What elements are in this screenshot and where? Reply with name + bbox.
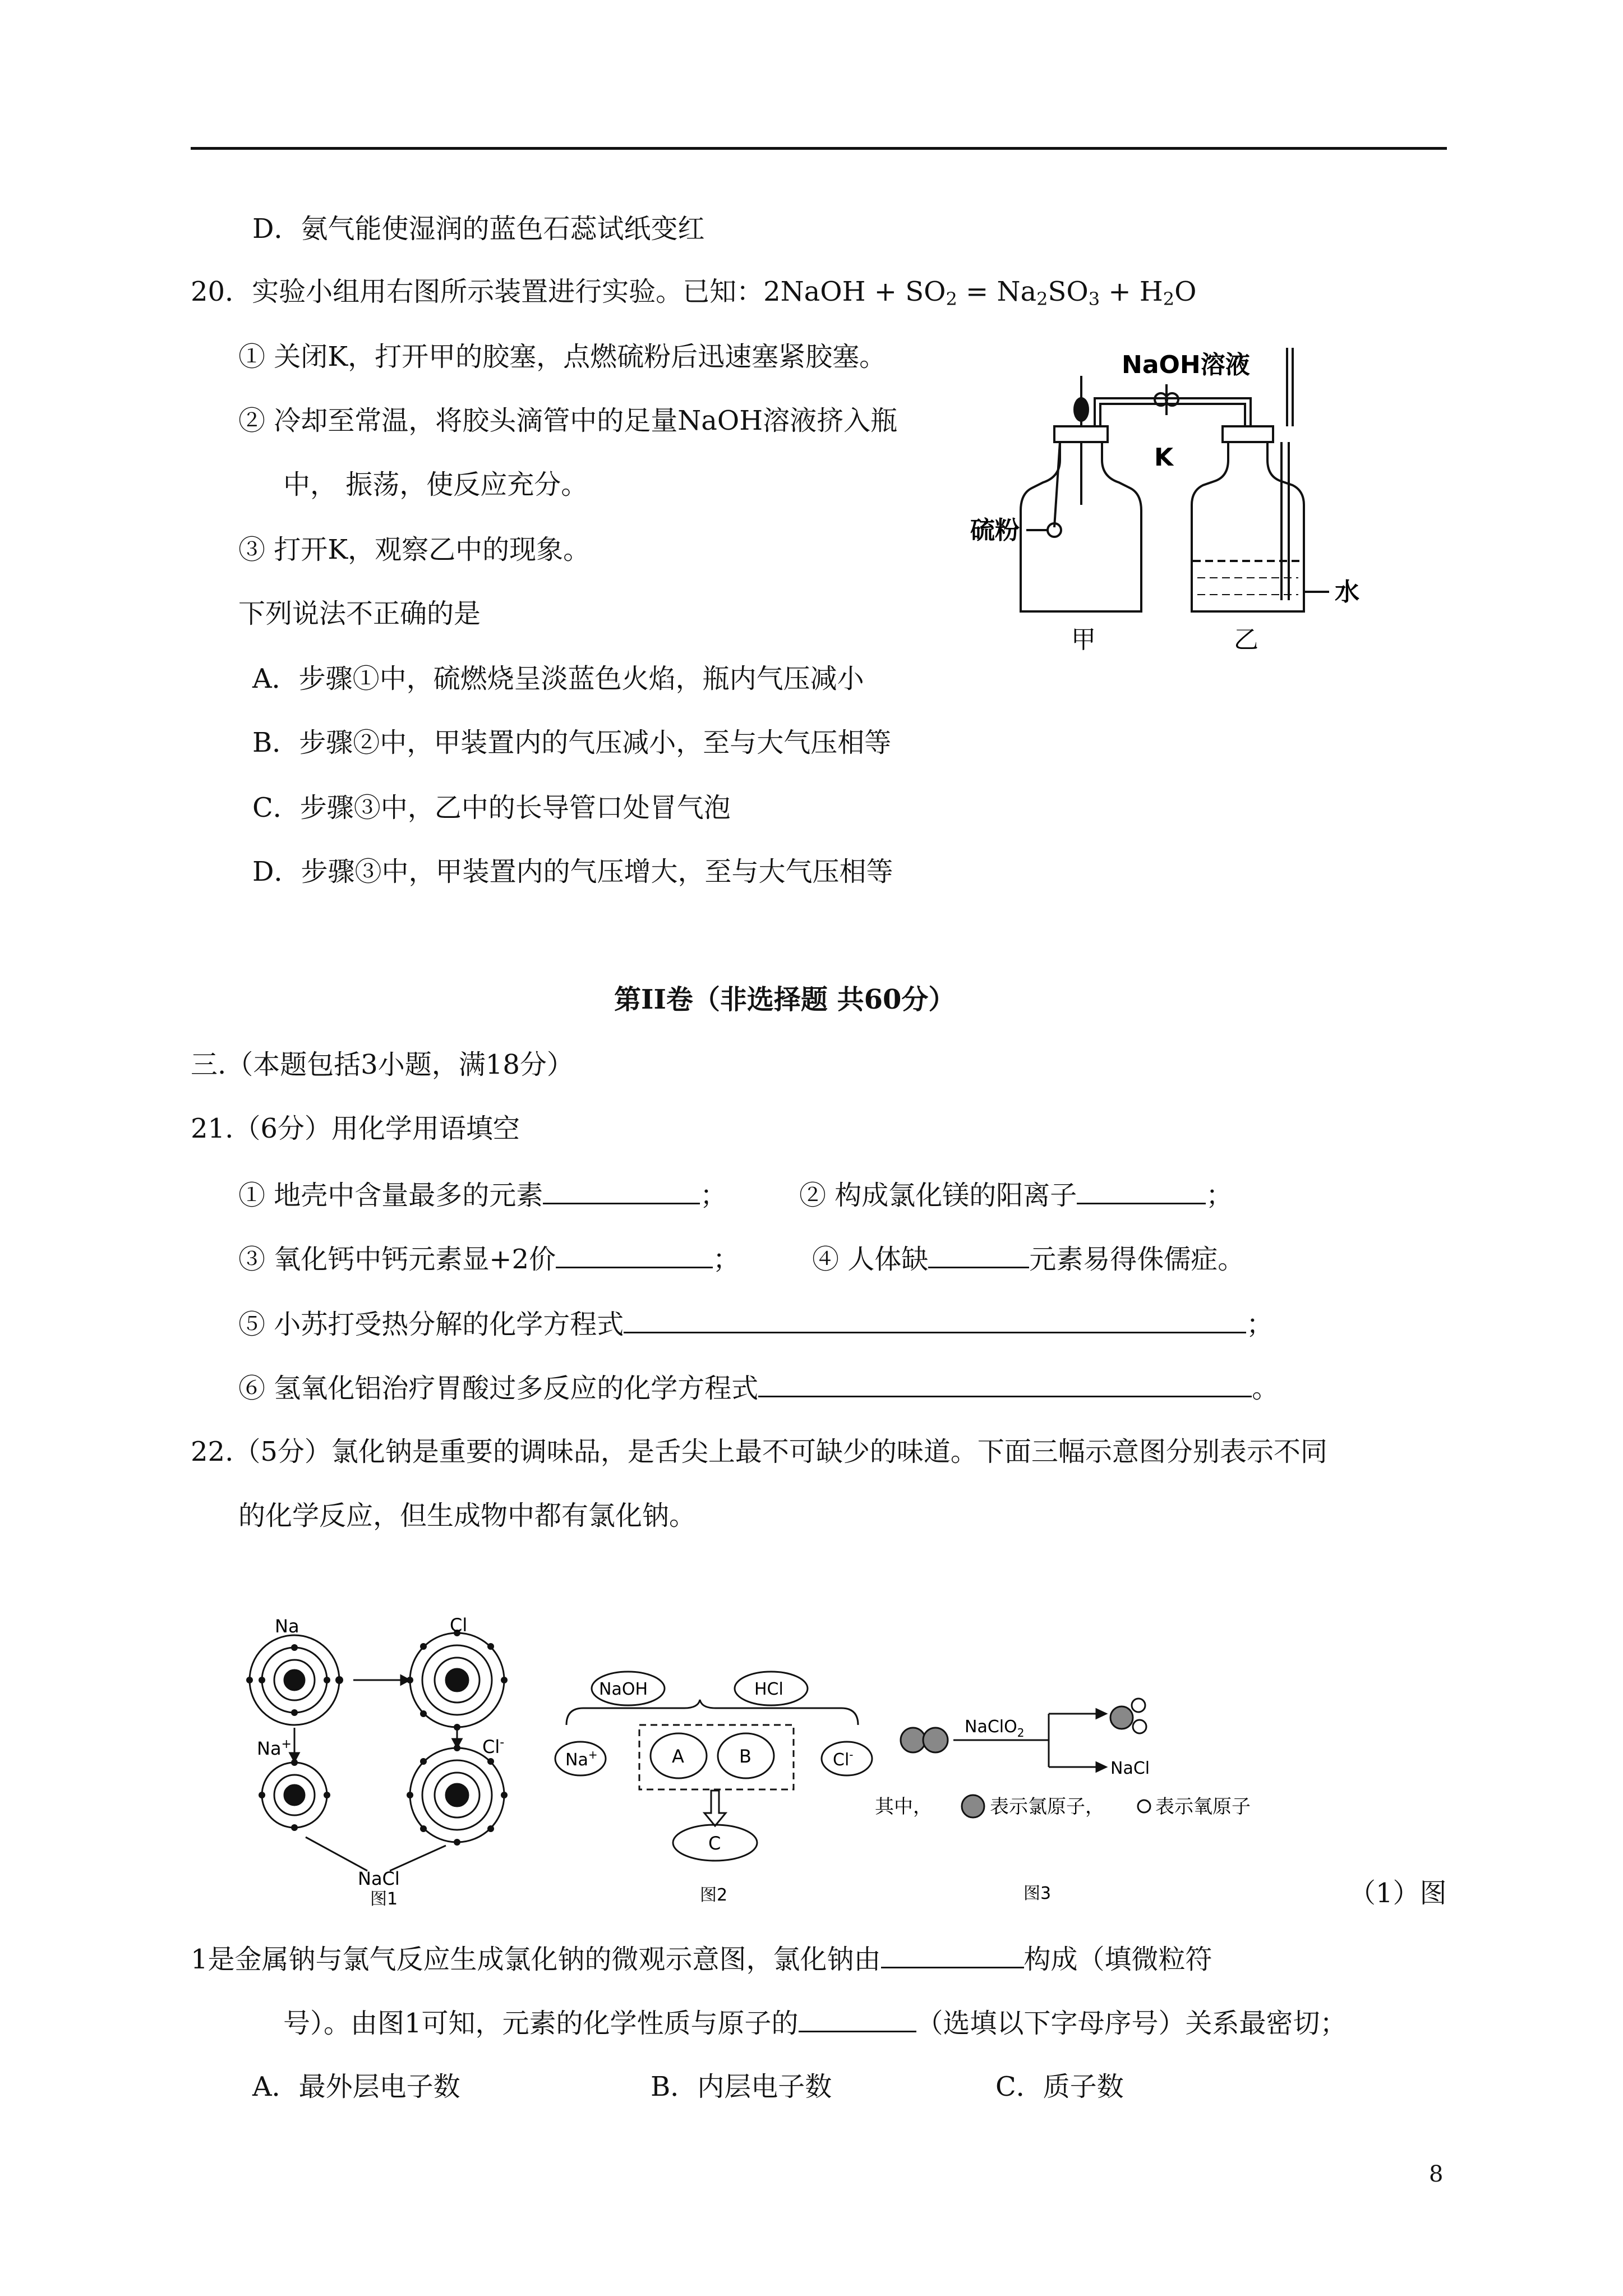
q19-option-d: D．氨气能使湿润的蓝色石蕊试纸变红 bbox=[252, 213, 705, 245]
q21-item4: ④ 人体缺 元素易得侏儒症。 bbox=[812, 1241, 1244, 1276]
fig2-c-label: C bbox=[708, 1833, 721, 1854]
fig1-na-label: Na bbox=[275, 1616, 299, 1637]
fig2-naoh-label: NaOH bbox=[599, 1680, 648, 1699]
q20-step1: ① 关闭K，打开甲的胶塞，点燃硫粉后迅速塞紧胶塞。 bbox=[238, 341, 887, 372]
section-three-heading: 三.（本题包括3小题，满18分） bbox=[191, 1049, 574, 1080]
fig2-caption: 图2 bbox=[700, 1885, 728, 1905]
section-ii-title: 第II卷（非选择题 共60分） bbox=[614, 984, 956, 1015]
bottle-yi-label: 乙 bbox=[1234, 625, 1258, 654]
q22-option-a: A．最外层电子数 bbox=[252, 2071, 460, 2102]
fig1-cl-label: Cl bbox=[450, 1614, 468, 1636]
fig2-hcl-label: HCl bbox=[754, 1680, 783, 1699]
q22-option-c: C．质子数 bbox=[995, 2071, 1124, 2102]
q20-equation: 2NaOH + $SO_2 = Na_2SO_3 + H_2O$ bbox=[763, 276, 1197, 310]
fig3-naclo2-label: NaClO$_2$ bbox=[965, 1717, 1025, 1740]
page-number: 8 bbox=[1429, 2161, 1444, 2187]
q21-item5: ⑤ 小苏打受热分解的化学方程式 ； bbox=[238, 1306, 1273, 1341]
q21-item3: ③ 氧化钙中钙元素显+2价 ； bbox=[238, 1241, 740, 1276]
fig2-cl-ion-label: Cl- bbox=[833, 1748, 854, 1770]
q20-option-c: C．步骤③中，乙中的长导管口处冒气泡 bbox=[252, 792, 731, 823]
q21-item4-blank[interactable] bbox=[928, 1241, 1029, 1268]
fig2-na-ion-label: Na+ bbox=[565, 1748, 598, 1770]
q22-sub1-blank1[interactable] bbox=[881, 1941, 1024, 1968]
q22-sub1-line2: 号）。由图1可知，元素的化学性质与原子的 （选填以下字母序号）关系最密切； bbox=[283, 2005, 1347, 2040]
q21-item1-blank[interactable] bbox=[543, 1177, 700, 1204]
q22-stem-line1: 22.（5分）氯化钠是重要的调味品，是舌尖上最不可缺少的味道。下面三幅示意图分别表示不同 bbox=[191, 1436, 1327, 1467]
bottle-jia-label: 甲 bbox=[1071, 625, 1096, 654]
fig3-legend-prefix: 其中， bbox=[875, 1796, 932, 1818]
q20-option-a: A．步骤①中，硫燃烧呈淡蓝色火焰，瓶内气压减小 bbox=[252, 663, 864, 694]
q21-item2: ② 构成氯化镁的阳离子 ； bbox=[799, 1177, 1233, 1212]
q20-step3: ③ 打开K，观察乙中的现象。 bbox=[238, 534, 591, 565]
q21-item1: ① 地壳中含量最多的元素 ； bbox=[238, 1177, 727, 1212]
q22-stem-line2: 的化学反应，但生成物中都有氯化钠。 bbox=[238, 1500, 697, 1531]
fig1-na-ion-label: Na+ bbox=[257, 1737, 292, 1759]
q22-figure2 bbox=[550, 1666, 886, 1907]
fig3-caption: 图3 bbox=[1023, 1884, 1052, 1903]
clamp-k-label: K bbox=[1154, 443, 1174, 472]
q21-item3-blank[interactable] bbox=[556, 1241, 713, 1268]
q22-sub1-blank2[interactable] bbox=[799, 2005, 916, 2032]
q21-title: 21.（6分）用化学用语填空 bbox=[191, 1113, 520, 1144]
fig2-b-label: B bbox=[739, 1746, 751, 1767]
q22-sub1-line1: 1是金属钠与氯气反应生成氯化钠的微观示意图，氯化钠由 构成（填微粒符 bbox=[191, 1941, 1212, 1976]
q21-item5-blank[interactable] bbox=[624, 1306, 1246, 1333]
fig2-a-label: A bbox=[672, 1746, 684, 1767]
q20-stem: 20．实验小组用右图所示装置进行实验。已知：2NaOH + $SO_2 = Na_2SO_3 + H_2O$ bbox=[191, 276, 1197, 310]
sulfur-label: 硫粉 bbox=[970, 516, 1020, 545]
q20-option-d: D．步骤③中，甲装置内的气压增大，至与大气压相等 bbox=[252, 856, 893, 887]
q21-item2-blank[interactable] bbox=[1077, 1177, 1206, 1204]
q20-question: 下列说法不正确的是 bbox=[238, 598, 481, 629]
fig1-nacl-label: NaCl bbox=[358, 1868, 400, 1889]
q22-sub1-lead: （1）图 bbox=[1349, 1878, 1447, 1909]
fig3-legend-cl: 表示氯原子， bbox=[990, 1796, 1104, 1818]
q21-item6-blank[interactable] bbox=[758, 1370, 1252, 1397]
fig3-nacl-label: NaCl bbox=[1110, 1759, 1150, 1778]
header-rule bbox=[191, 147, 1447, 150]
water-label: 水 bbox=[1335, 578, 1359, 606]
q22-figure1 bbox=[241, 1616, 589, 1907]
q20-apparatus-figure bbox=[970, 337, 1391, 656]
fig1-cl-ion-label: Cl- bbox=[482, 1736, 505, 1757]
naoh-solution-label: NaOH溶液 bbox=[1122, 351, 1250, 379]
fig1-caption: 图1 bbox=[370, 1889, 398, 1909]
q21-item6: ⑥ 氢氧化铝治疗胃酸过多反应的化学方程式 。 bbox=[238, 1370, 1279, 1405]
q22-figure3 bbox=[875, 1688, 1318, 1907]
q20-step2-cont: 中， 振荡，使反应充分。 bbox=[283, 469, 588, 500]
fig3-legend-o: 表示氧原子 bbox=[1155, 1796, 1251, 1818]
q20-option-b: B．步骤②中，甲装置内的气压减小，至与大气压相等 bbox=[252, 727, 892, 758]
q22-option-b: B．内层电子数 bbox=[651, 2071, 832, 2102]
q20-step2: ② 冷却至常温，将胶头滴管中的足量NaOH溶液挤入瓶 bbox=[238, 405, 898, 436]
